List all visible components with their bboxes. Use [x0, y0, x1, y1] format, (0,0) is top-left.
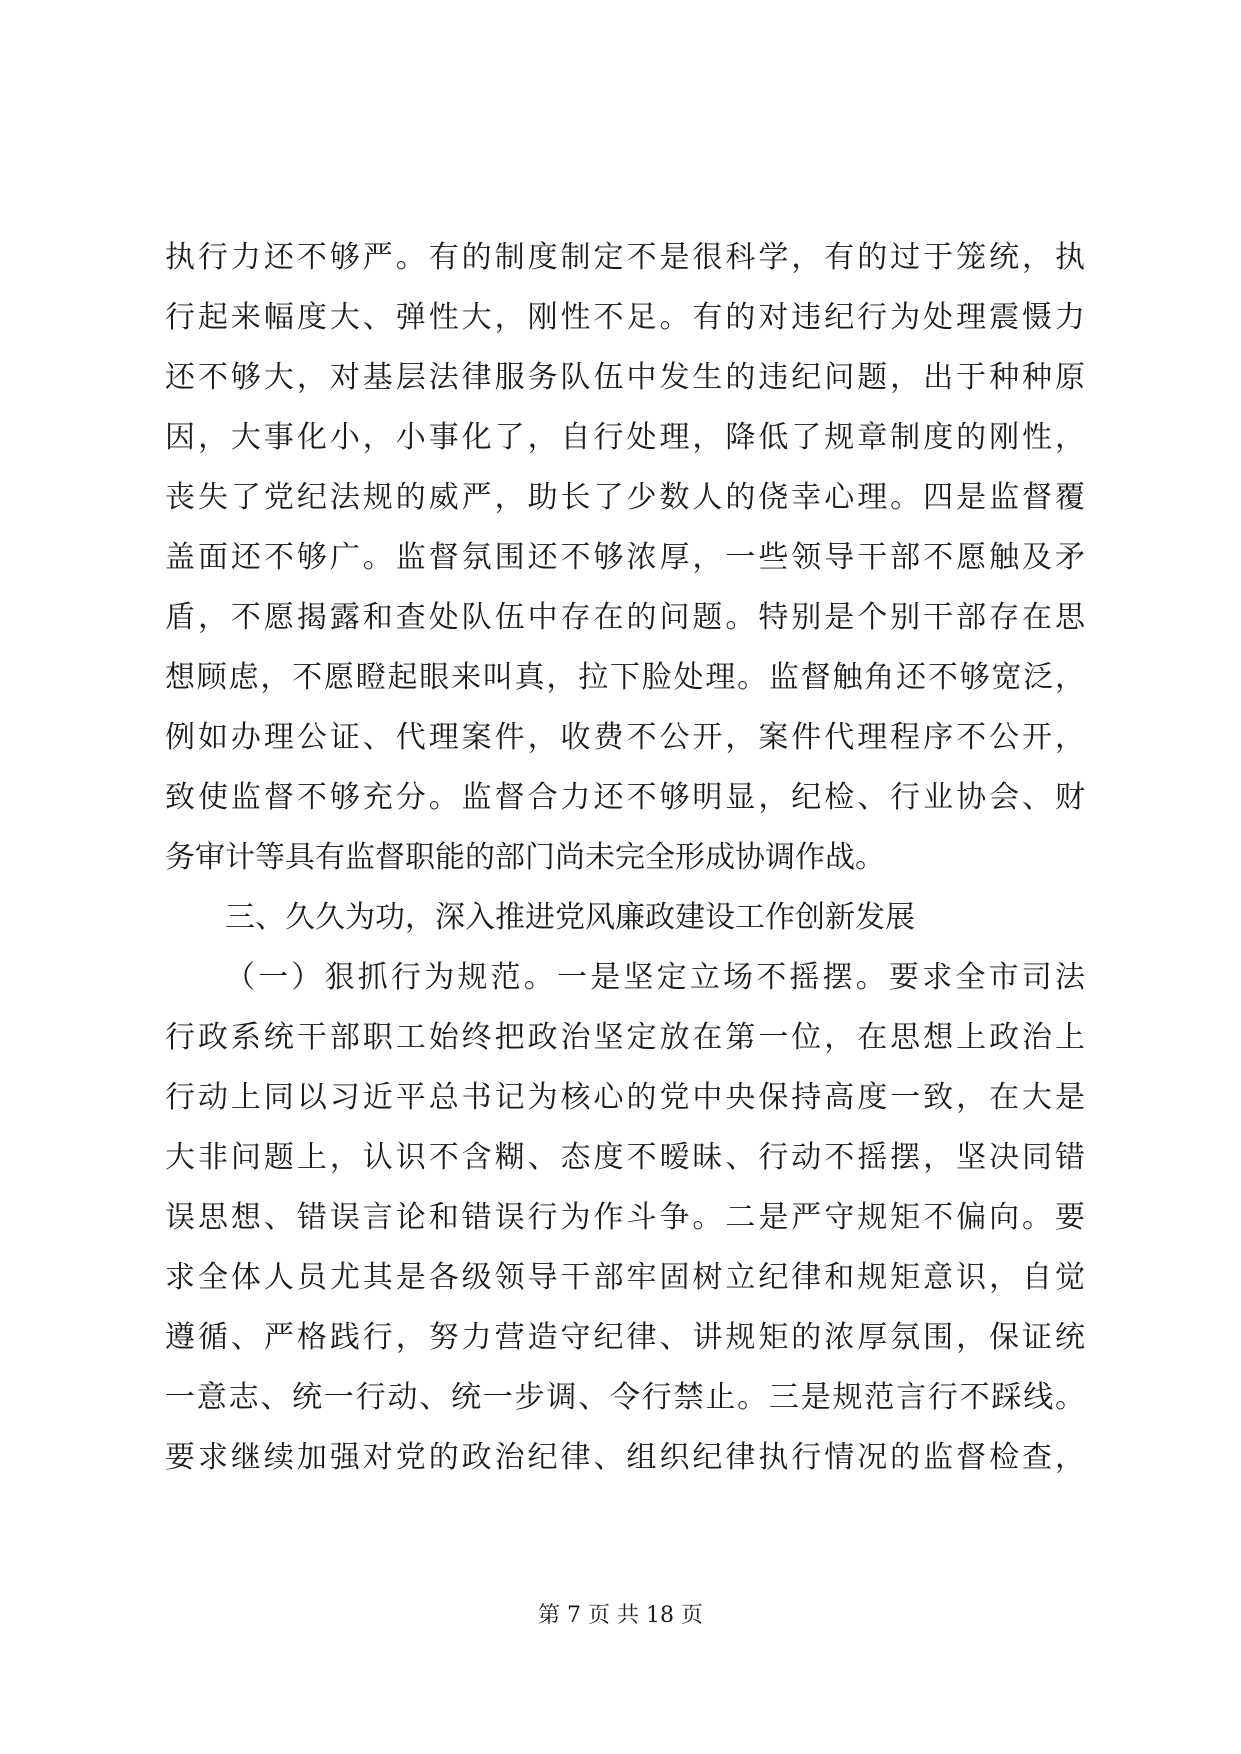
- paragraph-line: 致使监督不够充分。监督合力还不够明显，纪检、行业协会、财: [165, 780, 1085, 815]
- paragraph-line: 盖面还不够广。监督氛围还不够浓厚，一些领导干部不愿触及矛: [165, 540, 1085, 575]
- paragraph-line: 还不够大，对基层法律服务队伍中发生的违纪问题，出于种种原: [165, 360, 1085, 395]
- subsection-line: 行政系统干部职工始终把政治坚定放在第一位，在思想上政治上: [165, 1020, 1085, 1055]
- section-heading: 三、久久为功，深入推进党风廉政建设工作创新发展: [225, 900, 915, 935]
- subsection-line: 要求继续加强对党的政治纪律、组织纪律执行情况的监督检查，: [165, 1440, 1085, 1475]
- paragraph-line: 盾，不愿揭露和查处队伍中存在的问题。特别是个别干部存在思: [165, 600, 1085, 635]
- page-number-footer: 第 7 页 共 18 页: [538, 1603, 703, 1628]
- subsection-line: 误思想、错误言论和错误行为作斗争。二是严守规矩不偏向。要: [165, 1200, 1085, 1235]
- paragraph-line: 丧失了党纪法规的威严，助长了少数人的侥幸心理。四是监督覆: [165, 480, 1085, 515]
- subsection-line: 行动上同以习近平总书记为核心的党中央保持高度一致，在大是: [165, 1080, 1085, 1115]
- paragraph-line: 务审计等具有监督职能的部门尚未完全形成协调作战。: [165, 840, 885, 875]
- paragraph-line: 行起来幅度大、弹性大，刚性不足。有的对违纪行为处理震慑力: [165, 300, 1085, 335]
- paragraph-line: 想顾虑，不愿瞪起眼来叫真，拉下脸处理。监督触角还不够宽泛，: [165, 660, 1085, 695]
- subsection-line: （一）狠抓行为规范。一是坚定立场不摇摆。要求全市司法: [225, 960, 1085, 995]
- document-body: [165, 228, 1085, 1488]
- subsection-line: 求全体人员尤其是各级领导干部牢固树立纪律和规矩意识，自觉: [165, 1260, 1085, 1295]
- subsection-line: 遵循、严格践行，努力营造守纪律、讲规矩的浓厚氛围，保证统: [165, 1320, 1085, 1355]
- paragraph-line: 因，大事化小，小事化了，自行处理，降低了规章制度的刚性，: [165, 420, 1085, 455]
- paragraph-line: 执行力还不够严。有的制度制定不是很科学，有的过于笼统，执: [165, 240, 1085, 275]
- subsection-line: 一意志、统一行动、统一步调、令行禁止。三是规范言行不踩线。: [165, 1380, 1085, 1415]
- subsection-line: 大非问题上，认识不含糊、态度不暧昧、行动不摇摆，坚决同错: [165, 1140, 1085, 1175]
- paragraph-line: 例如办理公证、代理案件，收费不公开，案件代理程序不公开，: [165, 720, 1085, 755]
